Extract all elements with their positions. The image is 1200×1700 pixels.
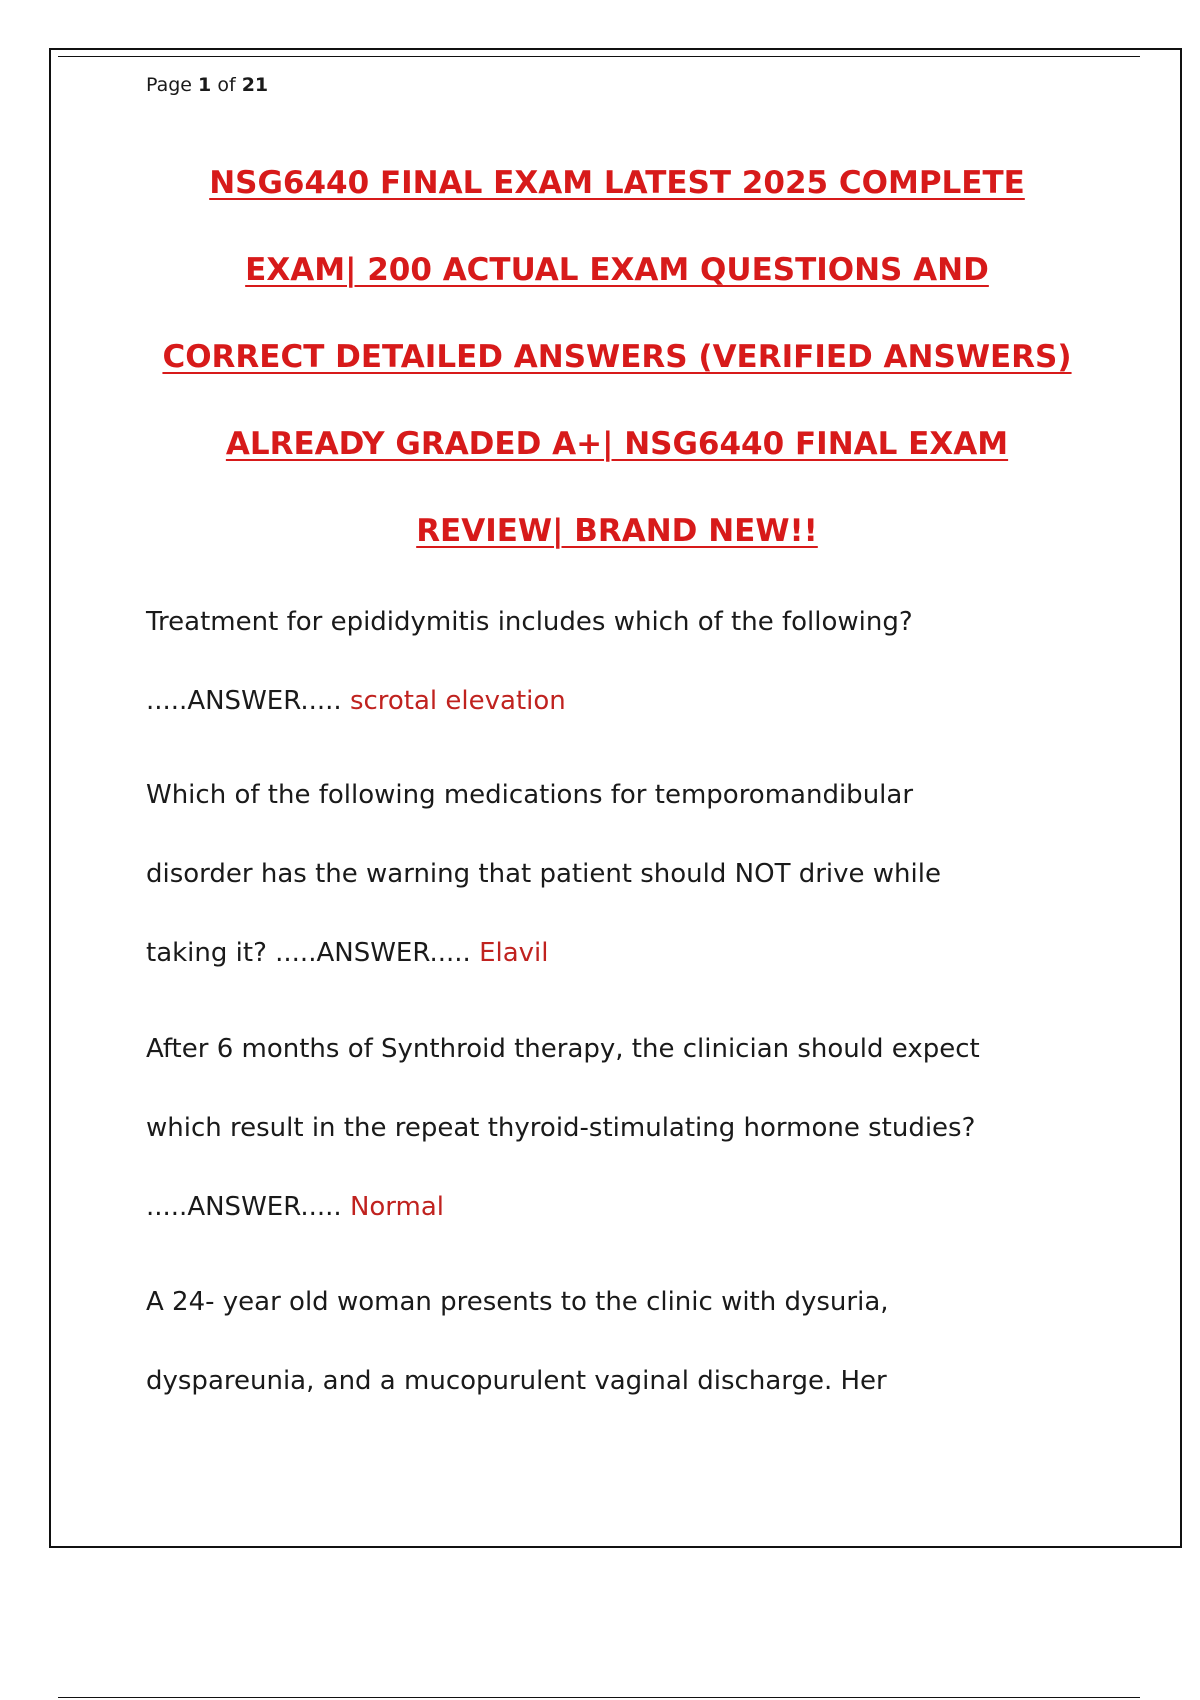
- question-text: Treatment for epididymitis includes which of the following?: [146, 607, 913, 637]
- answer-value: Elavil: [479, 938, 549, 968]
- answer-prefix: taking it? .....ANSWER.....: [146, 938, 480, 968]
- title-line: [90, 227, 1144, 314]
- title-line-text: EXAM| 200 ACTUAL EXAM QUESTIONS AND: [245, 252, 989, 288]
- answer-line: [146, 662, 1096, 741]
- title-line-text: ALREADY GRADED A+| NSG6440 FINAL EXAM: [225, 426, 1009, 462]
- question-text: disorder has the warning that patient should NOT drive while: [146, 859, 941, 889]
- answer-value: Normal: [349, 1192, 445, 1222]
- title-line: [90, 314, 1144, 401]
- question-text: dyspareunia, and a mucopurulent vaginal discharge. Her: [146, 1366, 887, 1396]
- title-line-text: REVIEW| BRAND NEW!!: [416, 513, 818, 549]
- bottom-rule: [58, 1697, 1140, 1698]
- answer-prefix: .....ANSWER.....: [146, 686, 350, 716]
- page-label: Page: [146, 74, 192, 96]
- question-item: [146, 1010, 1096, 1247]
- page-number: [146, 74, 268, 96]
- title-line-text: NSG6440 FINAL EXAM LATEST 2025 COMPLETE: [209, 165, 1025, 201]
- question-text: which result in the repeat thyroid-stimulating hormone studies?: [146, 1113, 976, 1143]
- title-line: [90, 140, 1144, 227]
- question-text: Which of the following medications for temporomandibular: [146, 780, 914, 810]
- page-total: 21: [241, 74, 269, 96]
- title-line-text: CORRECT DETAILED ANSWERS (VERIFIED ANSWERS): [162, 339, 1072, 375]
- question-item: [146, 1263, 1096, 1421]
- answer-line: [146, 914, 1096, 993]
- top-rule: [58, 56, 1140, 57]
- answer-line: [146, 1168, 1096, 1247]
- question-item: [146, 756, 1096, 993]
- page-current: 1: [198, 74, 212, 96]
- document-title: [90, 140, 1144, 575]
- page-of: of: [217, 74, 236, 96]
- answer-prefix: .....ANSWER.....: [146, 1192, 350, 1222]
- title-line: [90, 488, 1144, 575]
- answer-value: scrotal elevation: [349, 686, 566, 716]
- question-text: A 24- year old woman presents to the clinic with dysuria,: [146, 1287, 889, 1317]
- title-line: [90, 401, 1144, 488]
- question-text: After 6 months of Synthroid therapy, the clinician should expect: [146, 1034, 980, 1064]
- question-item: [146, 583, 1096, 741]
